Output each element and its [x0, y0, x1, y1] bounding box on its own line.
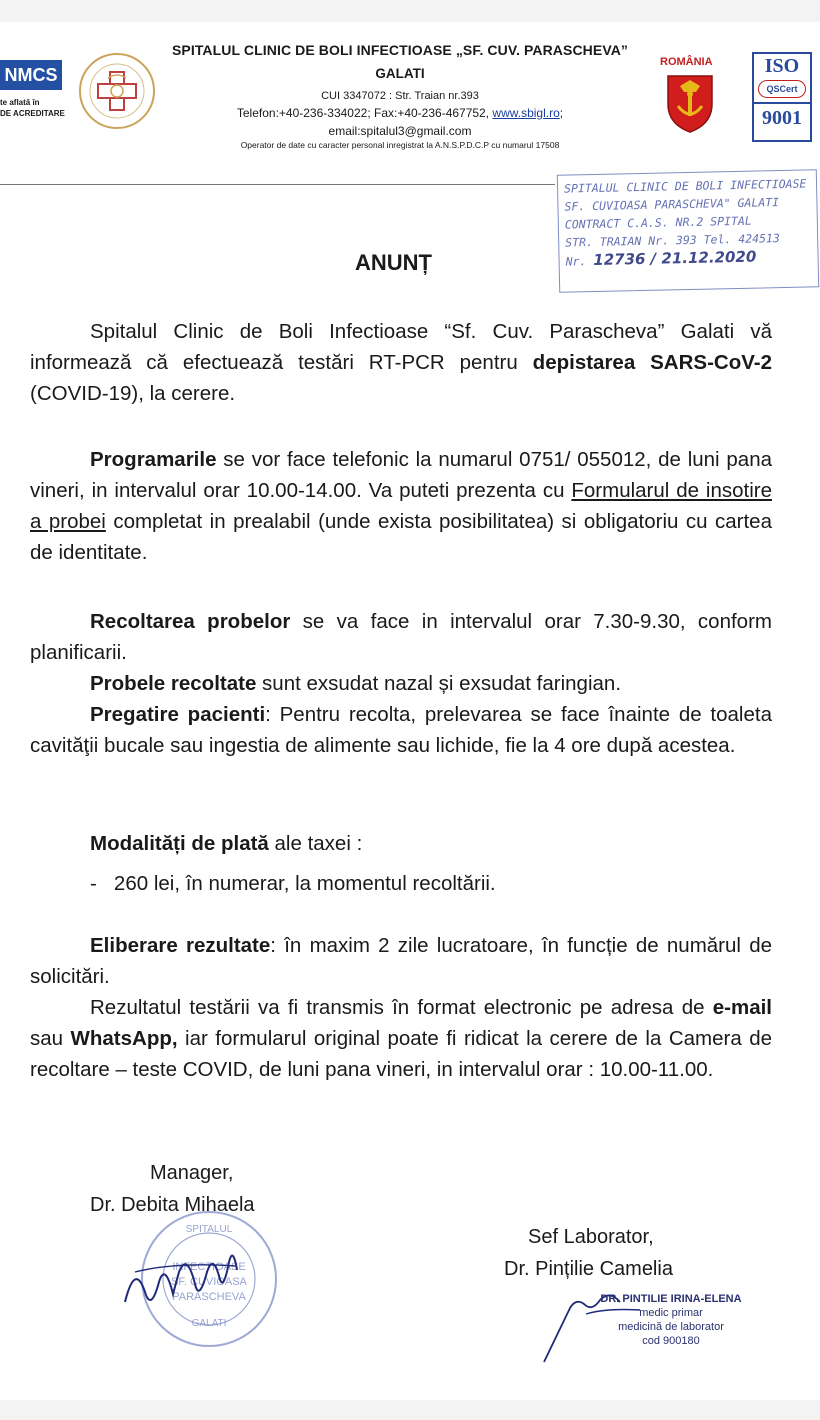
lab-stamp-role: medic primar [639, 1307, 703, 1319]
lab-stamp-specialty: medicină de laborator [618, 1321, 724, 1333]
lab-stamp-name: DR. PINTILIE IRINA-ELENA [600, 1293, 742, 1305]
delivery-text-1: Rezultatul testării va fi transmis în format electronic pe adresa de [90, 996, 713, 1019]
sampling-text: se va face in intervalul orar 7.30-9.30, conform planificarii. [30, 610, 772, 664]
appointments-paragraph [30, 444, 772, 568]
romania-label: ROMÂNIA [660, 56, 713, 68]
appointments-text-2: completat in prealabil (unde exista posibilitatea) si obligatoriu cu cartea de identitate. [30, 510, 772, 564]
svg-text:SPITALUL: SPITALUL [185, 1224, 233, 1235]
anmcs-subtext-1: te aflată în [0, 98, 40, 107]
delivery-paragraph [30, 992, 772, 1085]
payment-list-item [90, 868, 496, 899]
lab-chief-title: Sef Laborator, [528, 1226, 654, 1248]
hospital-cui-address: CUI 3347072 : Str. Traian nr.393 [321, 90, 479, 102]
intro-text-1: Spitalul Clinic de Boli Infectioase “Sf. Cuv. Parascheva” Galati vă informează că efectuează testări RT-PCR pentru [30, 320, 772, 374]
payment-paragraph [30, 828, 772, 859]
form-link[interactable]: Formularul de insotire a probei [30, 479, 772, 533]
stamp-line-5 [565, 246, 811, 270]
document-page [0, 22, 820, 1400]
phone-fax-text: Telefon:+40-236-334022; Fax:+40-236-467752, [236, 106, 493, 120]
intro-text-2: (COVID-19), la cerere. [30, 382, 236, 405]
appointments-bold: Programarile [90, 448, 217, 471]
stamp-line-4: STR. TRAIAN Nr. 393 Tel. 424513 [565, 231, 780, 250]
samples-paragraph [30, 668, 772, 699]
anmcs-subtext-2: DE ACREDITARE [0, 109, 65, 118]
results-paragraph [30, 930, 772, 992]
stamp-line-2: SF. CUVIOASA PARASCHEVA" GALATI [564, 195, 780, 214]
hospital-name: SPITALUL CLINIC DE BOLI INFECTIOASE „SF. CUV. PARASCHEVA” [171, 42, 629, 58]
delivery-whatsapp-bold: WhatsApp, [70, 1027, 178, 1050]
hospital-contact-line [150, 106, 650, 120]
payment-bold: Modalități de plată [90, 832, 269, 855]
payment-bullet: - [90, 872, 97, 895]
qscert-label: QSCert [758, 80, 806, 98]
delivery-email-bold: e-mail [712, 996, 772, 1019]
registration-stamp [557, 169, 819, 292]
stamp-nr-label: Nr. [565, 254, 587, 269]
svg-text:SF. CUVIOASA: SF. CUVIOASA [171, 1276, 247, 1288]
delivery-text-3: iar formularul original poate fi ridicat la cerere de la Camera de recoltare – teste COVID, de luni pana vineri, in intervalul orar : 10.00-11.00. [30, 1027, 772, 1081]
anmcs-logo-text: NMCS [4, 65, 58, 85]
svg-text:PARASCHEVA: PARASCHEVA [172, 1291, 246, 1303]
samples-text: sunt exsudat nazal și exsudat faringian. [256, 672, 622, 695]
samples-bold: Probele recoltate [90, 672, 257, 695]
hospital-email: email:spitalul3@gmail.com [328, 124, 472, 138]
iso-number: 9001 [754, 102, 810, 132]
announcement-title: ANUNȚ [355, 250, 432, 275]
anmcs-logo [0, 60, 62, 90]
header-divider [0, 184, 555, 185]
iso-badge [752, 52, 812, 142]
delivery-text-2: sau [30, 1027, 71, 1050]
stamp-line-3: CONTRACT C.A.S. NR.2 SPITAL [564, 213, 752, 232]
manager-title: Manager, [150, 1162, 234, 1184]
stamp-handwritten-number: 12736 / 21.12.2020 [593, 247, 757, 269]
iso-label: ISO [764, 55, 800, 77]
data-operator-notice: Operator de date cu caracter personal inregistrat la A.N.S.P.D.C.P cu numarul 17508 [240, 140, 560, 150]
appointments-text-1: se vor face telefonic la numarul 0751/ 055012, de luni pana vineri, in intervalul orar 10.00-14.00. Va puteti prezenta cu [30, 448, 772, 502]
phone-suffix: ; [559, 106, 564, 120]
preparation-paragraph [30, 699, 772, 761]
svg-text:INFECTIOASE: INFECTIOASE [172, 1261, 246, 1273]
manager-handwritten-signature [115, 1232, 265, 1332]
lab-stamp-code: cod 900180 [642, 1335, 700, 1347]
preparation-text: : Pentru recolta, prelevarea se face înainte de toaleta cavităţii bucale sau ingestia de alimente sau lichide, fie la 4 ore după acestea. [30, 703, 772, 757]
lab-chief-handwritten-signature [540, 1284, 650, 1364]
sampling-bold: Recoltarea probelor [90, 610, 291, 633]
hospital-seal-logo [78, 52, 156, 130]
lab-chief-name: Dr. Pințilie Camelia [504, 1258, 673, 1280]
manager-name: Dr. Debita Mihaela [90, 1194, 255, 1216]
payment-text: ale taxei : [268, 832, 363, 855]
payment-amount-text: 260 lei, în numerar, la momentul recoltării. [113, 872, 496, 895]
svg-text:GALATI: GALATI [191, 1318, 227, 1329]
results-bold: Eliberare rezultate [90, 934, 271, 957]
sampling-paragraph [30, 606, 772, 668]
hospital-city: GALATI [375, 66, 425, 81]
preparation-bold: Pregatire pacienti [90, 703, 266, 726]
website-link[interactable]: www.sbigl.ro [492, 106, 560, 120]
romania-coat-of-arms-icon [660, 70, 720, 134]
stamp-line-1: SPITALUL CLINIC DE BOLI INFECTIOASE [563, 176, 807, 196]
results-text: : în maxim 2 zile lucratoare, în funcție de numărul de solicitări. [30, 934, 772, 988]
intro-bold: depistarea SARS-CoV-2 [532, 351, 773, 374]
intro-paragraph [30, 316, 772, 409]
